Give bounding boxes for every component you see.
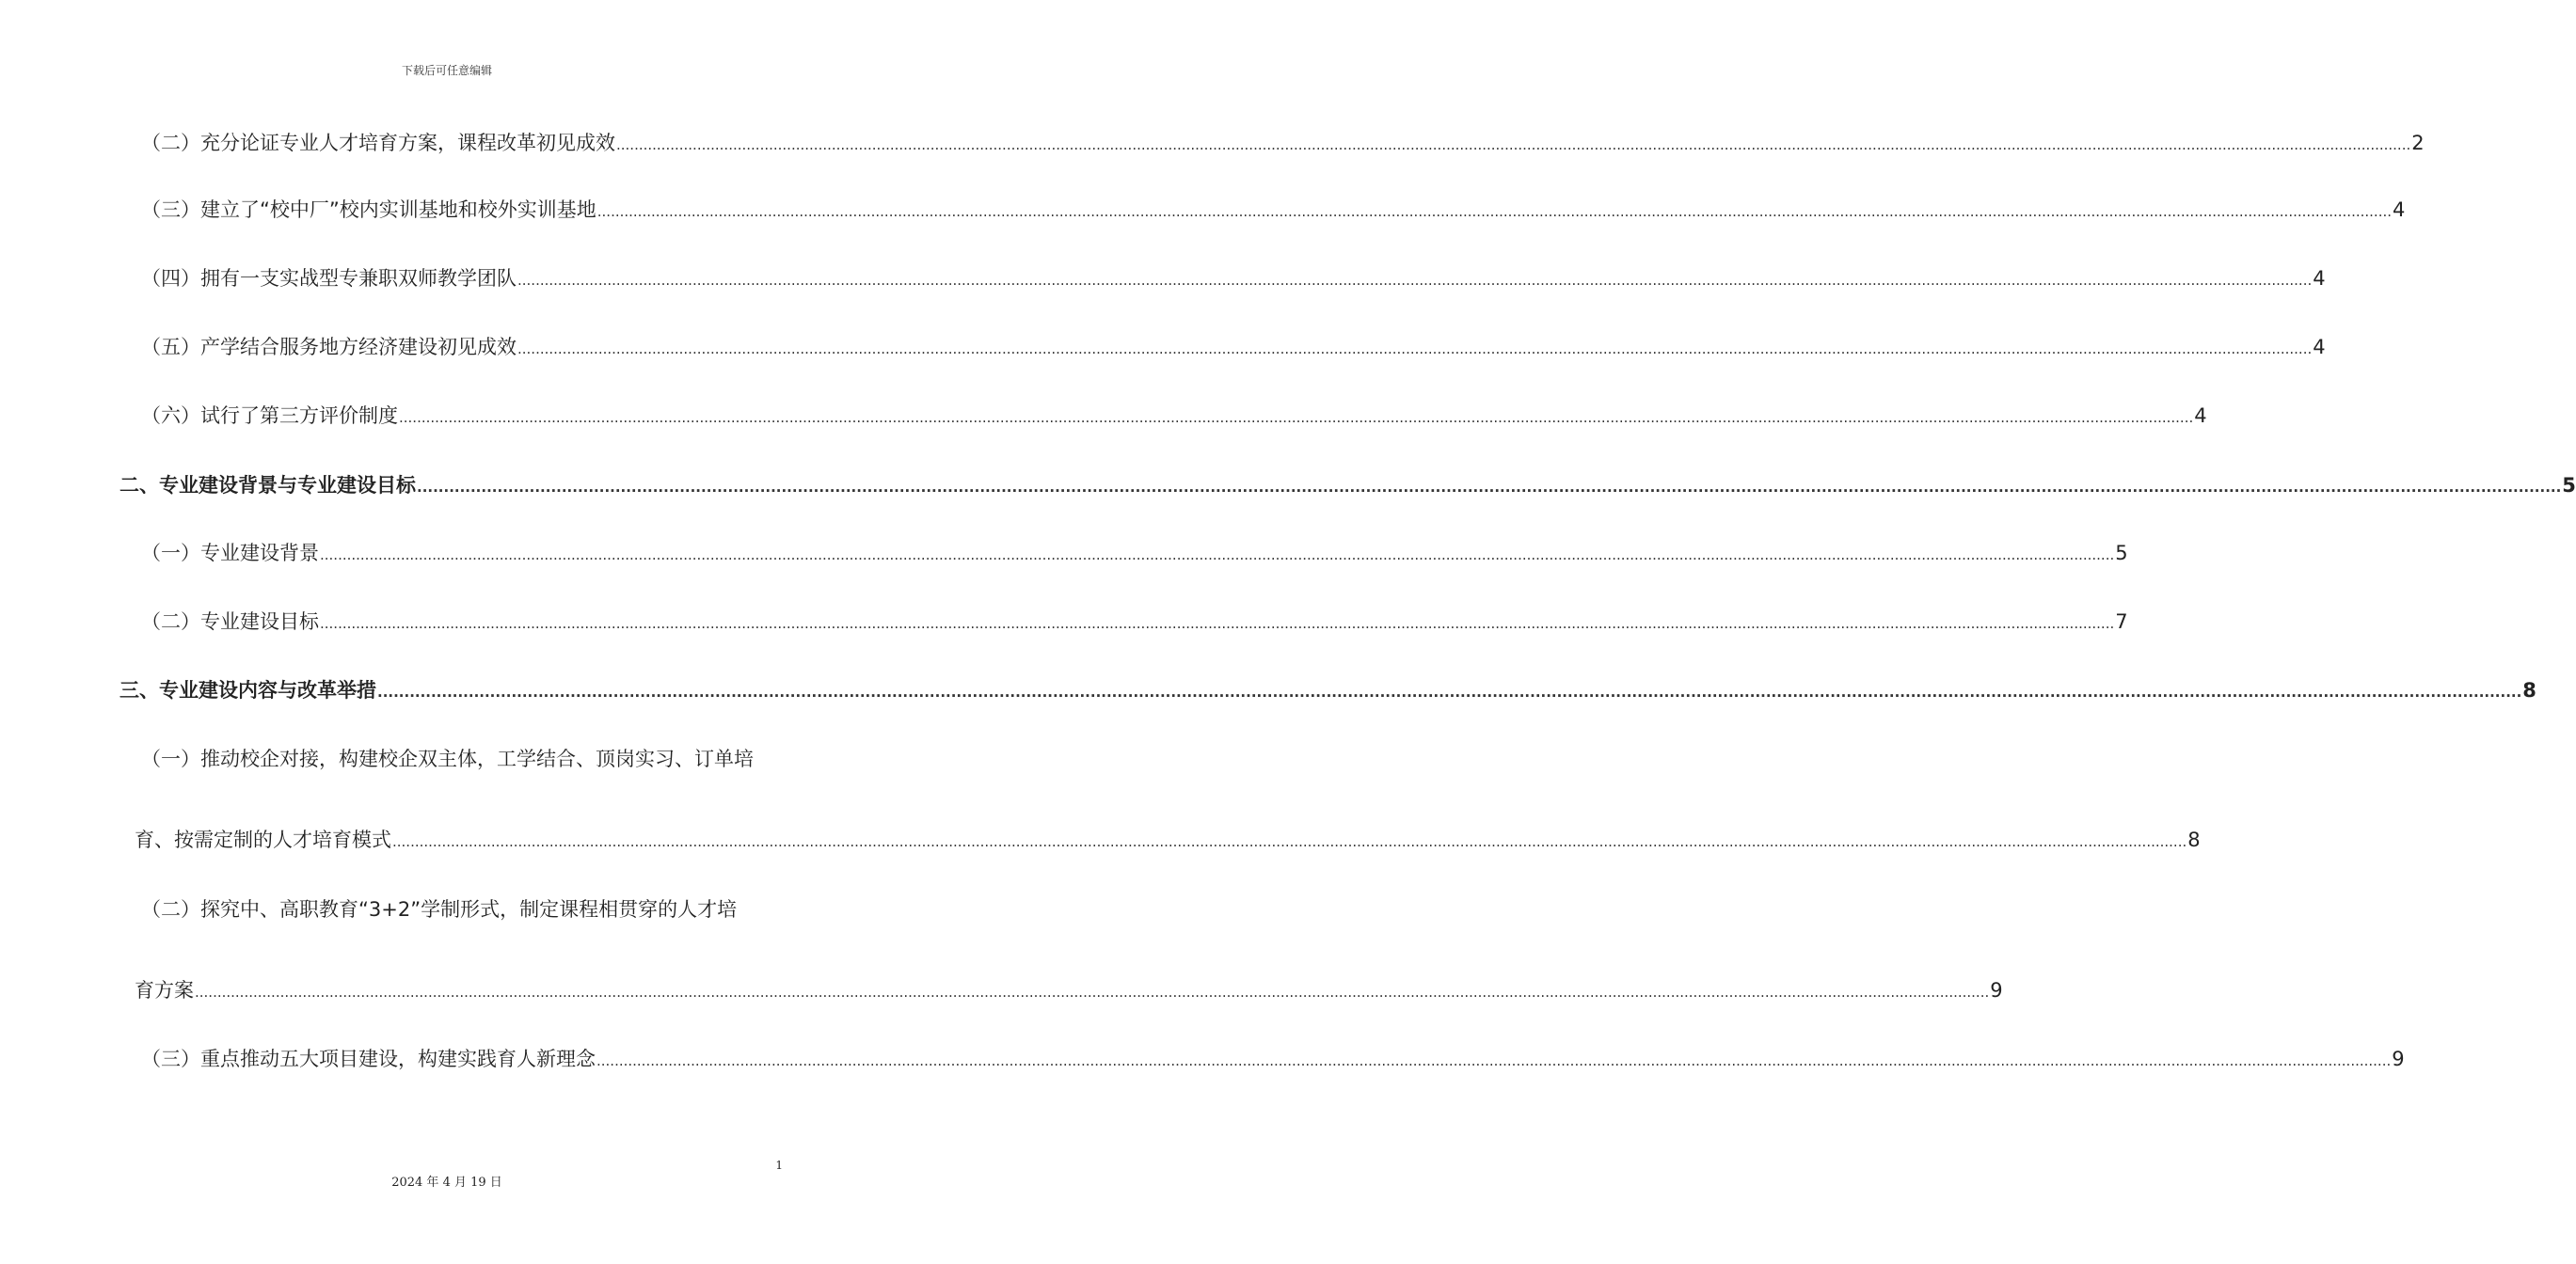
dot-leader: ................................................................................................................................................................................................................................................................................................................................................................................................................ — [320, 615, 2115, 632]
toc-entry-first-line[interactable]: （一）推动校企对接，构建校企双主体，工学结合、顶岗实习、订单培 — [141, 748, 754, 770]
toc-entry[interactable] — [135, 977, 2003, 1005]
toc-section-entry[interactable] — [119, 677, 2536, 705]
toc-entry[interactable] — [141, 265, 2326, 293]
toc-entry-title: （四）拥有一支实战型专兼职双师教学团队 — [141, 267, 517, 290]
page-footer-date: 2024 年 4 月 19 日 — [391, 1176, 502, 1190]
toc-section-entry[interactable] — [119, 472, 2576, 500]
dot-leader: ................................................................................................................................................................................................................................................................................................................................................................................................................ — [517, 340, 2313, 357]
toc-entry-page: 4 — [2393, 198, 2406, 221]
toc-entry-title: （一）专业建设背景 — [141, 542, 319, 564]
toc-entry[interactable] — [141, 334, 2326, 362]
toc-entry-title: （二）专业建设目标 — [141, 610, 319, 633]
toc-entry-page: 9 — [1990, 979, 2003, 1002]
dot-leader: ................................................................................................................................................................................................................................................................................................................................................................................................................ — [596, 203, 2392, 220]
dot-leader: ................................................................................................................................................................................................................................................................................................................................................................................................................ — [417, 479, 2562, 496]
toc-entry[interactable] — [141, 1046, 2405, 1074]
toc-entry-page: 7 — [2115, 610, 2128, 633]
toc-entry[interactable] — [141, 130, 2425, 158]
dot-leader: ................................................................................................................................................................................................................................................................................................................................................................................................................ — [517, 272, 2313, 289]
toc-entry[interactable] — [141, 403, 2207, 431]
dot-leader: ................................................................................................................................................................................................................................................................................................................................................................................................................ — [377, 684, 2522, 701]
toc-entry-page: 8 — [2187, 829, 2201, 851]
toc-entry[interactable] — [141, 540, 2128, 568]
toc-entry-page: 9 — [2392, 1048, 2405, 1070]
toc-entry-page: 8 — [2522, 679, 2536, 702]
toc-entry-page: 4 — [2313, 336, 2326, 358]
toc-entry-page: 2 — [2411, 132, 2425, 154]
dot-leader: ................................................................................................................................................................................................................................................................................................................................................................................................................ — [399, 409, 2194, 426]
dot-leader: ................................................................................................................................................................................................................................................................................................................................................................................................................ — [616, 136, 2411, 153]
toc-entry-title: （三）建立了“校中厂”校内实训基地和校外实训基地 — [141, 198, 596, 221]
toc-entry-title: （三）重点推动五大项目建设，构建实践育人新理念 — [141, 1048, 596, 1070]
dot-leader: ................................................................................................................................................................................................................................................................................................................................................................................................................ — [320, 546, 2115, 563]
page-number: 1 — [775, 1159, 783, 1172]
toc-entry-title: 育方案 — [135, 979, 194, 1002]
dot-leader: ................................................................................................................................................................................................................................................................................................................................................................................................................ — [392, 833, 2187, 850]
toc-entry-page: 4 — [2194, 404, 2207, 427]
toc-entry-title: （五）产学结合服务地方经济建设初见成效 — [141, 336, 517, 358]
dot-leader: ................................................................................................................................................................................................................................................................................................................................................................................................................ — [195, 984, 1990, 1001]
toc-entry[interactable] — [135, 827, 2201, 855]
page-header: 下载后可任意编辑 — [401, 64, 492, 77]
toc-entry-title: 育、按需定制的人才培育模式 — [135, 829, 391, 851]
toc-entry-page: 5 — [2115, 542, 2128, 564]
toc-entry[interactable] — [141, 197, 2406, 225]
toc-entry-title: （二）充分论证专业人才培育方案，课程改革初见成效 — [141, 132, 615, 154]
toc-entry-title: 二、专业建设背景与专业建设目标 — [119, 474, 416, 497]
dot-leader: ................................................................................................................................................................................................................................................................................................................................................................................................................ — [596, 1052, 2392, 1069]
toc-entry-title: （六）试行了第三方评价制度 — [141, 404, 398, 427]
toc-entry[interactable] — [141, 608, 2128, 637]
toc-entry-page: 5 — [2562, 474, 2576, 497]
toc-entry-page: 4 — [2313, 267, 2326, 290]
toc-entry-first-line[interactable]: （二）探究中、高职教育“3+2”学制形式，制定课程相贯穿的人才培 — [141, 898, 738, 921]
toc-entry-title: 三、专业建设内容与改革举措 — [119, 679, 376, 702]
